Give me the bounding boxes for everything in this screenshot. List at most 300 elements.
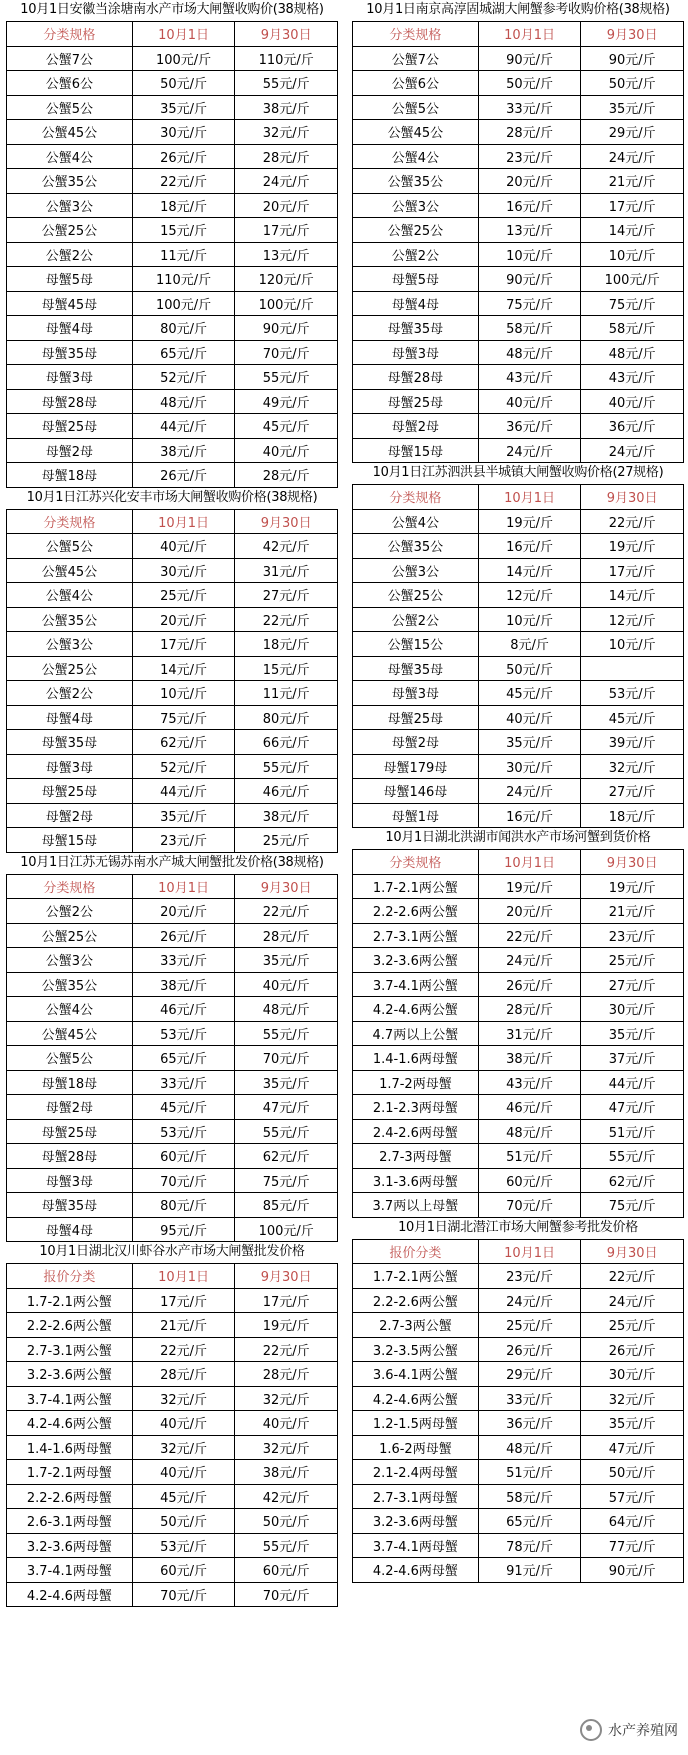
sep30-price-cell: 36元/斤 [581,414,684,439]
spec-cell: 公蟹25公 [7,656,133,681]
sep30-price-cell: 22元/斤 [581,1264,684,1289]
spec-cell: 母蟹4母 [7,316,133,341]
table-header-row [353,850,684,875]
table-row [353,1046,684,1071]
sep30-price-cell: 23元/斤 [581,923,684,948]
sep30-price-cell: 70元/斤 [235,340,338,365]
table-row [7,169,338,194]
oct1-price-cell: 16元/斤 [478,193,581,218]
spec-cell: 母蟹3母 [7,1168,133,1193]
oct1-price-cell: 19元/斤 [478,874,581,899]
sep30-price-cell: 53元/斤 [581,681,684,706]
oct1-price-cell: 23元/斤 [132,828,235,853]
sep30-price-cell: 75元/斤 [235,1168,338,1193]
sep30-price-cell: 28元/斤 [235,463,338,488]
table-row [353,972,684,997]
table-row [353,681,684,706]
table-row [353,1095,684,1120]
spec-cell: 2.2-2.6两公蟹 [7,1313,133,1338]
table-row [353,120,684,145]
sep30-price-cell: 27元/斤 [235,583,338,608]
oct1-price-cell: 50元/斤 [478,71,581,96]
sep30-price-cell: 62元/斤 [581,1168,684,1193]
table-row [353,193,684,218]
table-row [7,1288,338,1313]
table-row [7,316,338,341]
table-row [353,1193,684,1218]
column-header: 9月30日 [581,485,684,510]
sep30-price-cell: 47元/斤 [235,1095,338,1120]
table-header-row [7,874,338,899]
spec-cell: 母蟹2母 [7,803,133,828]
oct1-price-cell: 23元/斤 [478,144,581,169]
table-row [353,899,684,924]
oct1-price-cell: 22元/斤 [132,169,235,194]
oct1-price-cell: 53元/斤 [132,1119,235,1144]
oct1-price-cell: 25元/斤 [478,1313,581,1338]
oct1-price-cell: 43元/斤 [478,365,581,390]
table-row [353,1144,684,1169]
sep30-price-cell: 32元/斤 [581,754,684,779]
column-header: 报价分类 [353,1239,479,1264]
oct1-price-cell: 18元/斤 [132,193,235,218]
spec-cell: 母蟹5母 [7,267,133,292]
spec-cell: 母蟹3母 [353,340,479,365]
section-title: 10月1日江苏泗洪县半城镇大闸蟹收购价格(27规格) [372,465,664,480]
table-row [7,899,338,924]
sep30-price-cell: 27元/斤 [581,779,684,804]
price-table [352,21,684,463]
section-title: 10月1日湖北洪湖市闻洪水产市场河蟹到货价格 [385,830,651,845]
table-row [353,1411,684,1436]
oct1-price-cell: 16元/斤 [478,803,581,828]
sep30-price-cell: 55元/斤 [581,1144,684,1169]
table-row [353,1288,684,1313]
sep30-price-cell: 19元/斤 [581,534,684,559]
sep30-price-cell: 29元/斤 [581,120,684,145]
table-row [353,607,684,632]
sep30-price-cell: 15元/斤 [235,656,338,681]
spec-cell: 公蟹35公 [7,607,133,632]
table-row [353,169,684,194]
oct1-price-cell: 80元/斤 [132,316,235,341]
oct1-price-cell: 43元/斤 [478,1070,581,1095]
sep30-price-cell: 35元/斤 [581,95,684,120]
sep30-price-cell: 12元/斤 [581,607,684,632]
table-row [353,656,684,681]
spec-cell: 母蟹3母 [353,681,479,706]
spec-cell: 公蟹2公 [353,242,479,267]
table-header-row [7,1264,338,1289]
oct1-price-cell: 17元/斤 [132,632,235,657]
table-row [7,779,338,804]
spec-cell: 母蟹18母 [7,1070,133,1095]
spec-cell: 母蟹35母 [353,316,479,341]
sep30-price-cell: 55元/斤 [235,1021,338,1046]
spec-cell: 母蟹35母 [353,656,479,681]
sep30-price-cell: 14元/斤 [581,218,684,243]
table-row [7,1193,338,1218]
price-table [352,1239,684,1583]
sep30-price-cell: 50元/斤 [581,1460,684,1485]
oct1-price-cell: 70元/斤 [132,1582,235,1607]
table-row [353,1337,684,1362]
table-row [7,463,338,488]
oct1-price-cell: 44元/斤 [132,779,235,804]
spec-cell: 母蟹2母 [7,438,133,463]
sep30-price-cell: 19元/斤 [581,874,684,899]
column-header: 分类规格 [7,874,133,899]
sep30-price-cell: 10元/斤 [581,632,684,657]
sep30-price-cell: 110元/斤 [235,46,338,71]
sep30-price-cell: 38元/斤 [235,1460,338,1485]
table-row [353,414,684,439]
oct1-price-cell: 75元/斤 [132,705,235,730]
spec-cell: 公蟹5公 [353,95,479,120]
sep30-price-cell: 57元/斤 [581,1484,684,1509]
table-row [353,1509,684,1534]
oct1-price-cell: 91元/斤 [478,1558,581,1583]
table-row [7,656,338,681]
spec-cell: 3.7-4.1两公蟹 [7,1386,133,1411]
sep30-price-cell: 24元/斤 [235,169,338,194]
price-table [6,509,338,853]
price-section [352,828,684,1218]
spec-cell: 公蟹25公 [7,923,133,948]
table-row [7,414,338,439]
sep30-price-cell: 26元/斤 [581,1337,684,1362]
table-row [353,316,684,341]
oct1-price-cell: 14元/斤 [132,656,235,681]
spec-cell: 公蟹25公 [353,583,479,608]
spec-cell: 母蟹179母 [353,754,479,779]
oct1-price-cell: 51元/斤 [478,1460,581,1485]
sep30-price-cell: 25元/斤 [581,1313,684,1338]
spec-cell: 4.2-4.6两母蟹 [7,1582,133,1607]
table-row [7,1070,338,1095]
column-header: 9月30日 [235,22,338,47]
table-row [7,1144,338,1169]
column-header: 10月1日 [478,485,581,510]
sep30-price-cell: 35元/斤 [235,1070,338,1095]
sep30-price-cell: 85元/斤 [235,1193,338,1218]
spec-cell: 母蟹3母 [7,365,133,390]
oct1-price-cell: 20元/斤 [132,607,235,632]
sep30-price-cell: 28元/斤 [235,923,338,948]
table-row [7,1362,338,1387]
sep30-price-cell: 11元/斤 [235,681,338,706]
spec-cell: 公蟹4公 [353,144,479,169]
spec-cell: 2.7-3.1两母蟹 [353,1484,479,1509]
sep30-price-cell: 50元/斤 [235,1509,338,1534]
sep30-price-cell: 35元/斤 [581,1411,684,1436]
sep30-price-cell: 40元/斤 [235,438,338,463]
oct1-price-cell: 38元/斤 [478,1046,581,1071]
sep30-price-cell: 22元/斤 [235,1337,338,1362]
spec-cell: 公蟹5公 [7,534,133,559]
spec-cell: 公蟹25公 [353,218,479,243]
oct1-price-cell: 20元/斤 [478,899,581,924]
sep30-price-cell: 18元/斤 [581,803,684,828]
spec-cell: 公蟹4公 [7,583,133,608]
table-row [7,389,338,414]
oct1-price-cell: 48元/斤 [132,389,235,414]
oct1-price-cell: 50元/斤 [132,1509,235,1534]
spec-cell: 3.2-3.6两母蟹 [7,1533,133,1558]
oct1-price-cell: 78元/斤 [478,1533,581,1558]
sep30-price-cell: 18元/斤 [235,632,338,657]
sep30-price-cell: 55元/斤 [235,71,338,96]
table-row [353,874,684,899]
table-row [7,1095,338,1120]
oct1-price-cell: 52元/斤 [132,365,235,390]
spec-cell: 3.7-4.1两母蟹 [353,1533,479,1558]
oct1-price-cell: 100元/斤 [132,291,235,316]
spec-cell: 4.2-4.6两公蟹 [353,997,479,1022]
spec-cell: 母蟹5母 [353,267,479,292]
spec-cell: 母蟹35母 [7,340,133,365]
table-row [7,1337,338,1362]
spec-cell: 公蟹5公 [7,95,133,120]
spec-cell: 公蟹45公 [353,120,479,145]
table-row [7,803,338,828]
price-section [6,0,338,488]
table-row [353,1313,684,1338]
oct1-price-cell: 32元/斤 [132,1386,235,1411]
sep30-price-cell: 90元/斤 [235,316,338,341]
spec-cell: 公蟹3公 [353,193,479,218]
price-section [6,488,338,853]
column-header: 9月30日 [235,509,338,534]
table-row [353,1070,684,1095]
spec-cell: 公蟹15公 [353,632,479,657]
table-row [353,730,684,755]
spec-cell: 公蟹2公 [7,681,133,706]
price-section [352,463,684,828]
spec-cell: 1.4-1.6两母蟹 [353,1046,479,1071]
table-row [353,71,684,96]
column-header: 分类规格 [7,509,133,534]
sep30-price-cell: 43元/斤 [581,365,684,390]
oct1-price-cell: 90元/斤 [478,267,581,292]
watermark [580,1719,678,1741]
sep30-price-cell: 45元/斤 [235,414,338,439]
oct1-price-cell: 80元/斤 [132,1193,235,1218]
price-table [352,484,684,828]
sep30-price-cell: 48元/斤 [235,997,338,1022]
spec-cell: 母蟹25母 [7,779,133,804]
table-header-row [353,485,684,510]
sep30-price-cell: 21元/斤 [581,899,684,924]
sep30-price-cell: 62元/斤 [235,1144,338,1169]
oct1-price-cell: 44元/斤 [132,414,235,439]
table-row [353,95,684,120]
oct1-price-cell: 52元/斤 [132,754,235,779]
column-header: 9月30日 [581,850,684,875]
sep30-price-cell: 48元/斤 [581,340,684,365]
oct1-price-cell: 35元/斤 [132,95,235,120]
oct1-price-cell: 26元/斤 [478,972,581,997]
column-header: 10月1日 [132,1264,235,1289]
oct1-price-cell: 36元/斤 [478,414,581,439]
table-row [353,144,684,169]
spec-cell: 公蟹3公 [7,948,133,973]
section-title: 10月1日江苏兴化安丰市场大闸蟹收购价格(38规格) [26,489,318,505]
oct1-price-cell: 24元/斤 [478,948,581,973]
oct1-price-cell: 23元/斤 [478,1264,581,1289]
spec-cell: 公蟹3公 [7,632,133,657]
spec-cell: 母蟹18母 [7,463,133,488]
spec-cell: 母蟹25母 [353,389,479,414]
table-row [7,1313,338,1338]
spec-cell: 母蟹4母 [353,291,479,316]
oct1-price-cell: 110元/斤 [132,267,235,292]
sep30-price-cell: 38元/斤 [235,95,338,120]
table-row [7,267,338,292]
table-row [353,1484,684,1509]
oct1-price-cell: 20元/斤 [478,169,581,194]
sep30-price-cell: 25元/斤 [581,948,684,973]
sep30-price-cell: 55元/斤 [235,1533,338,1558]
oct1-price-cell: 25元/斤 [132,583,235,608]
table-row [353,754,684,779]
sep30-price-cell: 19元/斤 [235,1313,338,1338]
spec-cell: 3.7-4.1两母蟹 [7,1558,133,1583]
table-row [353,46,684,71]
sep30-price-cell: 100元/斤 [235,1217,338,1242]
table-row [353,509,684,534]
table-row [353,1119,684,1144]
table-row [7,972,338,997]
spec-cell: 2.7-3两母蟹 [353,1144,479,1169]
table-row [7,95,338,120]
section-title: 10月1日江苏无锡苏南水产城大闸蟹批发价格(38规格) [20,854,324,870]
oct1-price-cell: 46元/斤 [132,997,235,1022]
table-header-row [7,22,338,47]
sep30-price-cell: 13元/斤 [235,242,338,267]
sep30-price-cell: 90元/斤 [581,1558,684,1583]
table-row [353,1558,684,1583]
spec-cell: 母蟹4母 [7,705,133,730]
oct1-price-cell: 22元/斤 [132,1337,235,1362]
table-row [353,1168,684,1193]
table-row [7,1435,338,1460]
sep30-price-cell: 42元/斤 [235,534,338,559]
price-table [6,1263,338,1607]
sep30-price-cell: 25元/斤 [235,828,338,853]
oct1-price-cell: 58元/斤 [478,316,581,341]
sep30-price-cell: 90元/斤 [581,46,684,71]
sep30-price-cell: 32元/斤 [235,1435,338,1460]
oct1-price-cell: 33元/斤 [478,95,581,120]
table-row [353,583,684,608]
oct1-price-cell: 60元/斤 [132,1558,235,1583]
spec-cell: 公蟹2公 [7,899,133,924]
sep30-price-cell: 17元/斤 [581,558,684,583]
section-title: 10月1日南京高淳固城湖大闸蟹参考收购价格(38规格) [366,2,670,17]
table-row [7,71,338,96]
table-row [353,632,684,657]
table-row [353,779,684,804]
spec-cell: 2.6-3.1两母蟹 [7,1509,133,1534]
price-section [352,0,684,463]
table-row [7,1582,338,1607]
sep30-price-cell: 30元/斤 [581,997,684,1022]
oct1-price-cell: 100元/斤 [132,46,235,71]
table-row [7,948,338,973]
table-row [7,730,338,755]
table-row [353,948,684,973]
table-row [353,389,684,414]
watermark-text: 水产养殖网 [608,1723,678,1739]
oct1-price-cell: 32元/斤 [132,1435,235,1460]
sep30-price-cell: 70元/斤 [235,1046,338,1071]
oct1-price-cell: 45元/斤 [478,681,581,706]
column-header: 10月1日 [132,22,235,47]
column-header: 分类规格 [353,850,479,875]
spec-cell: 母蟹45母 [7,291,133,316]
oct1-price-cell: 14元/斤 [478,558,581,583]
sep30-price-cell: 58元/斤 [581,316,684,341]
spec-cell: 母蟹28母 [7,389,133,414]
spec-cell: 母蟹3母 [7,754,133,779]
spec-cell: 母蟹2母 [7,1095,133,1120]
spec-cell: 2.2-2.6两公蟹 [353,1288,479,1313]
spec-cell: 公蟹4公 [7,144,133,169]
table-row [7,534,338,559]
sep30-price-cell: 28元/斤 [235,144,338,169]
section-title: 10月1日安徽当涂塘南水产市场大闸蟹收购价(38规格) [20,2,324,17]
spec-cell: 公蟹35公 [353,534,479,559]
oct1-price-cell: 20元/斤 [132,899,235,924]
price-section [6,1242,338,1607]
spec-cell: 公蟹25公 [7,218,133,243]
column-header: 9月30日 [581,1239,684,1264]
oct1-price-cell: 60元/斤 [132,1144,235,1169]
table-row [7,1558,338,1583]
oct1-price-cell: 24元/斤 [478,779,581,804]
sep30-price-cell: 32元/斤 [235,1386,338,1411]
table-row [353,242,684,267]
spec-cell: 1.7-2两母蟹 [353,1070,479,1095]
table-row [7,365,338,390]
sep30-price-cell: 31元/斤 [235,558,338,583]
price-table [6,21,338,488]
spec-cell: 母蟹15母 [7,828,133,853]
table-row [7,144,338,169]
oct1-price-cell: 8元/斤 [478,632,581,657]
sep30-price-cell: 55元/斤 [235,1119,338,1144]
sep30-price-cell: 14元/斤 [581,583,684,608]
table-row [353,558,684,583]
table-row [353,534,684,559]
oct1-price-cell: 28元/斤 [132,1362,235,1387]
spec-cell: 2.7-3.1两公蟹 [353,923,479,948]
oct1-price-cell: 26元/斤 [478,1337,581,1362]
sep30-price-cell: 21元/斤 [581,169,684,194]
spec-cell: 公蟹7公 [7,46,133,71]
table-row [7,923,338,948]
oct1-price-cell: 33元/斤 [132,948,235,973]
table-row [7,218,338,243]
oct1-price-cell: 33元/斤 [132,1070,235,1095]
spec-cell: 1.7-2.1两母蟹 [7,1460,133,1485]
spec-cell: 母蟹25母 [7,414,133,439]
column-header: 10月1日 [478,22,581,47]
oct1-price-cell: 48元/斤 [478,1435,581,1460]
spec-cell: 公蟹35公 [7,169,133,194]
sep30-price-cell: 22元/斤 [235,607,338,632]
